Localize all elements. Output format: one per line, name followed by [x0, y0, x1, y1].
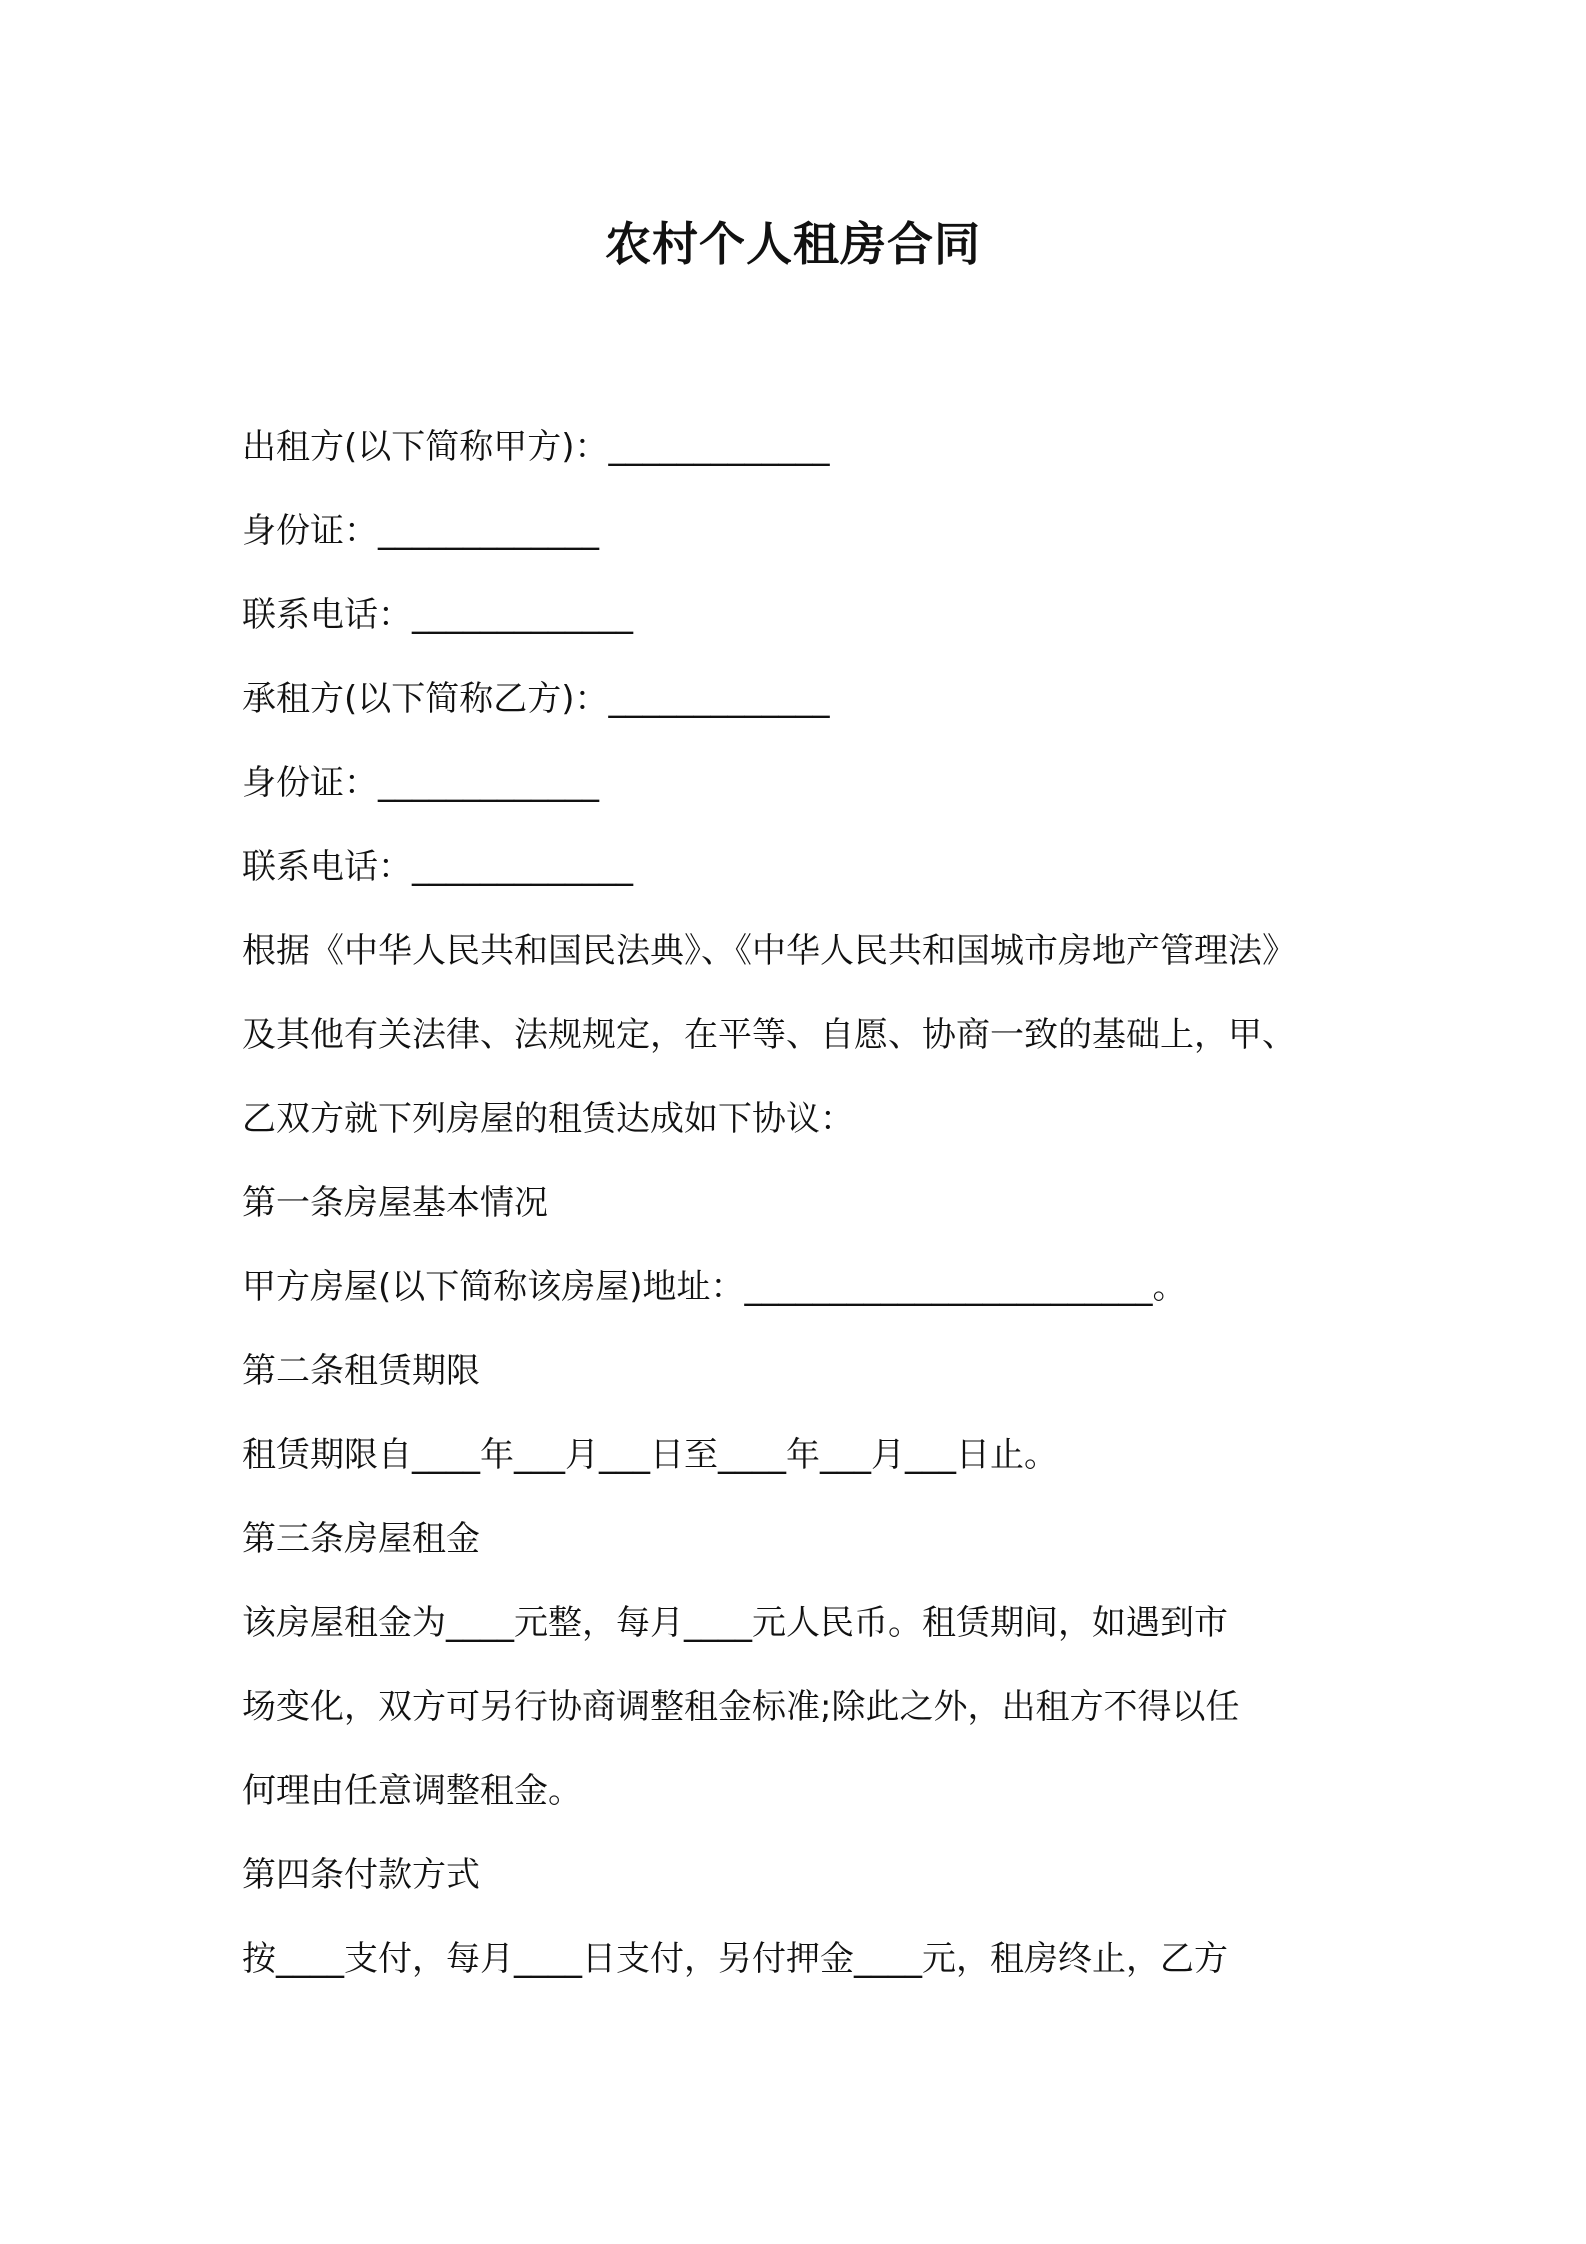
article-3-heading: 第三条房屋租金	[242, 1519, 480, 1559]
article-4-heading: 第四条付款方式	[242, 1855, 480, 1895]
article-1-heading: 第一条房屋基本情况	[242, 1183, 548, 1223]
article-2-term-line: 租赁期限自____年___月___日至____年___月___日止。	[242, 1435, 1058, 1475]
article-3-rent-line-3: 何理由任意调整租金。	[242, 1771, 582, 1811]
article-3-rent-line-2: 场变化，双方可另行协商调整租金标准;除此之外，出租方不得以任	[242, 1687, 1240, 1727]
lessor-phone-line: 联系电话：_____________	[242, 595, 633, 635]
article-4-payment-line-1: 按____支付，每月____日支付，另付押金____元，租房终止，乙方	[242, 1939, 1228, 1979]
article-3-rent-line-1: 该房屋租金为____元整，每月____元人民币。租赁期间，如遇到市	[242, 1603, 1228, 1643]
lessee-id-line: 身份证：_____________	[242, 763, 599, 803]
article-1-address-line: 甲方房屋(以下简称该房屋)地址：________________________。	[242, 1267, 1187, 1307]
document-title: 农村个人租房合同	[605, 217, 981, 271]
article-2-heading: 第二条租赁期限	[242, 1351, 480, 1391]
preamble-line-2: 及其他有关法律、法规规定，在平等、自愿、协商一致的基础上，甲、	[242, 1015, 1296, 1055]
lessee-phone-line: 联系电话：_____________	[242, 847, 633, 887]
document-body	[242, 405, 1360, 2001]
preamble-line-1: 根据《中华人民共和国民法典》、《中华人民共和国城市房地产管理法》	[242, 931, 1296, 971]
lessor-id-line: 身份证：_____________	[242, 511, 599, 551]
lessee-name-line: 承租方(以下简称乙方)：_____________	[242, 679, 830, 719]
preamble-line-3: 乙双方就下列房屋的租赁达成如下协议：	[242, 1099, 854, 1139]
lessor-name-line: 出租方(以下简称甲方)：_____________	[242, 427, 830, 467]
